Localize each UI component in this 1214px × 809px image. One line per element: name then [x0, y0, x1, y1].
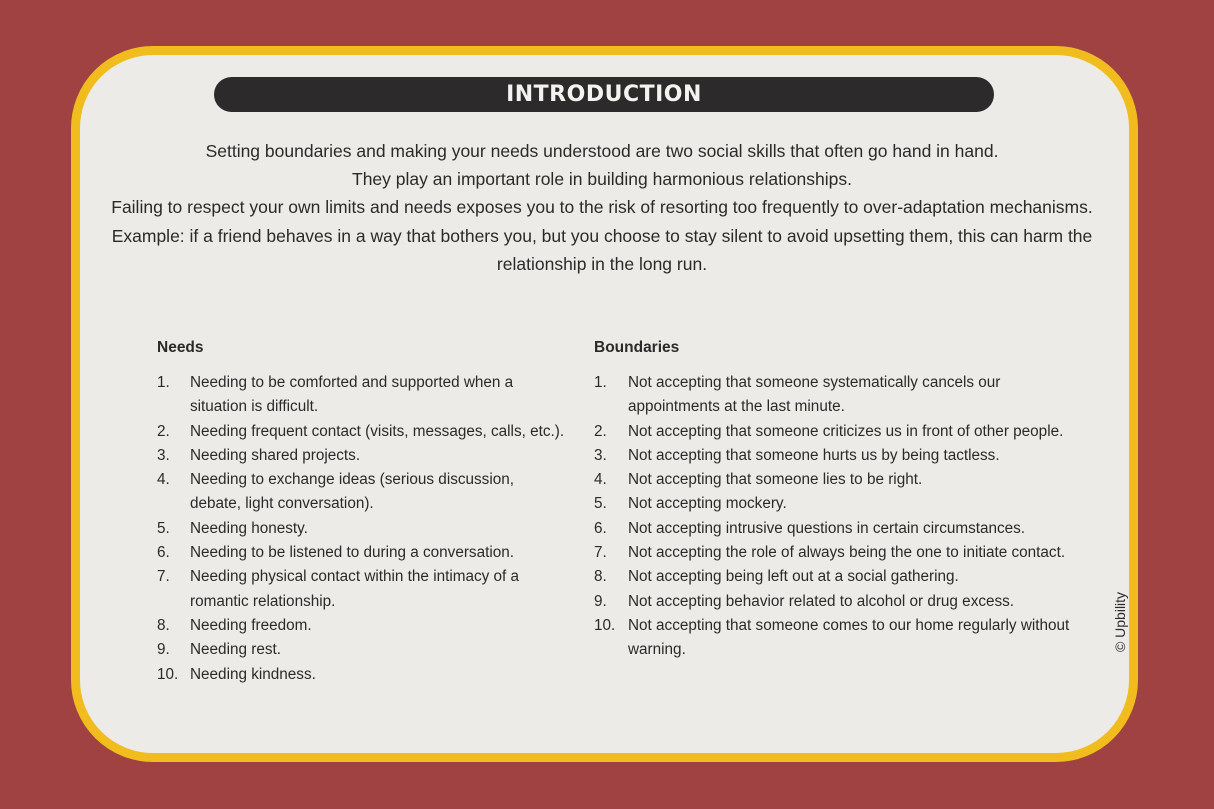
item-text: Not accepting the role of always being the one to initiate contact.	[628, 544, 1066, 562]
item-text: Not accepting that someone hurts us by being tactless.	[628, 446, 1000, 464]
list-item	[157, 663, 567, 687]
item-text: Needing to exchange ideas (serious discussion, debate, light conversation).	[190, 471, 514, 513]
item-number: 5.	[594, 495, 607, 513]
item-number: 5.	[157, 519, 170, 537]
intro-text	[100, 137, 1104, 278]
item-number: 4.	[157, 471, 170, 489]
list-item	[157, 468, 567, 517]
list-item	[157, 444, 567, 468]
item-text: Needing frequent contact (visits, messages, calls, etc.).	[190, 422, 565, 440]
list-item	[594, 565, 1074, 589]
intro-paragraph: Example: if a friend behaves in a way that bothers you, but you choose to stay silent to avoid upsetting them, this can harm the relationship in the long run.	[111, 225, 1093, 274]
boundaries-column	[594, 337, 1074, 663]
needs-column	[157, 337, 567, 687]
item-text: Not accepting that someone criticizes us in front of other people.	[628, 422, 1064, 440]
item-number: 3.	[594, 446, 607, 464]
item-number: 4.	[594, 471, 607, 489]
item-number: 1.	[594, 374, 607, 391]
list-item	[594, 541, 1074, 565]
list-item	[157, 541, 567, 565]
list-item	[594, 590, 1074, 614]
item-text: Not accepting intrusive questions in certain circumstances.	[628, 519, 1026, 537]
list-item	[157, 517, 567, 541]
item-text: Needing freedom.	[190, 616, 312, 634]
item-text: Needing rest.	[190, 641, 281, 659]
list-item	[157, 638, 567, 662]
item-number: 10.	[157, 665, 179, 683]
item-number: 7.	[157, 568, 170, 586]
item-number: 9.	[594, 592, 607, 610]
list-item	[594, 444, 1074, 468]
list-item	[157, 420, 567, 444]
intro-paragraph: Failing to respect your own limits and needs exposes you to the risk of resorting too frequently to over-adaptation mechanisms.	[111, 197, 1093, 218]
item-text: Not accepting behavior related to alcohol or drug excess.	[628, 592, 1015, 610]
item-text: Needing physical contact within the intimacy of a romantic relationship.	[190, 568, 520, 610]
list-item	[594, 420, 1074, 444]
list-item	[594, 517, 1074, 541]
item-number: 6.	[594, 519, 607, 537]
needs-heading: Needs	[157, 339, 204, 356]
item-text: Not accepting being left out at a social gathering.	[628, 568, 959, 586]
item-number: 2.	[594, 422, 607, 440]
item-number: 8.	[594, 568, 607, 586]
item-number: 8.	[157, 616, 170, 634]
boundaries-heading: Boundaries	[594, 339, 680, 356]
item-text: Needing honesty.	[190, 519, 308, 537]
item-number: 1.	[157, 374, 170, 391]
item-text: Not accepting that someone lies to be right.	[628, 471, 923, 489]
item-text: Needing to be comforted and supported when a situation is difficult.	[190, 374, 514, 416]
item-number: 10.	[594, 616, 616, 634]
item-number: 7.	[594, 544, 607, 562]
item-text: Needing shared projects.	[190, 446, 361, 464]
item-number: 6.	[157, 544, 170, 562]
needs-list	[157, 371, 567, 687]
list-item	[594, 371, 1074, 420]
list-item	[594, 614, 1074, 663]
copyright-notice: © Upbility	[1112, 591, 1128, 653]
list-item	[594, 492, 1074, 516]
item-number: 9.	[157, 641, 170, 659]
page-title: INTRODUCTION	[506, 82, 702, 107]
list-item	[157, 565, 567, 614]
item-text: Not accepting that someone comes to our home regularly without warning.	[628, 616, 1070, 659]
item-text: Needing kindness.	[190, 665, 316, 683]
intro-paragraph: Setting boundaries and making your needs understood are two social skills that often go hand in hand.	[205, 141, 999, 161]
intro-paragraph: They play an important role in building harmonious relationships.	[352, 169, 852, 190]
item-number: 3.	[157, 446, 170, 464]
item-text: Not accepting that someone systematically cancels our appointments at the last minute.	[628, 374, 1001, 416]
item-number: 2.	[157, 422, 170, 440]
boundaries-list	[594, 371, 1074, 663]
item-text: Not accepting mockery.	[628, 495, 787, 513]
list-item	[594, 468, 1074, 492]
title-banner	[214, 77, 994, 112]
list-item	[157, 371, 567, 420]
list-item	[157, 614, 567, 638]
item-text: Needing to be listened to during a conversation.	[190, 544, 514, 562]
